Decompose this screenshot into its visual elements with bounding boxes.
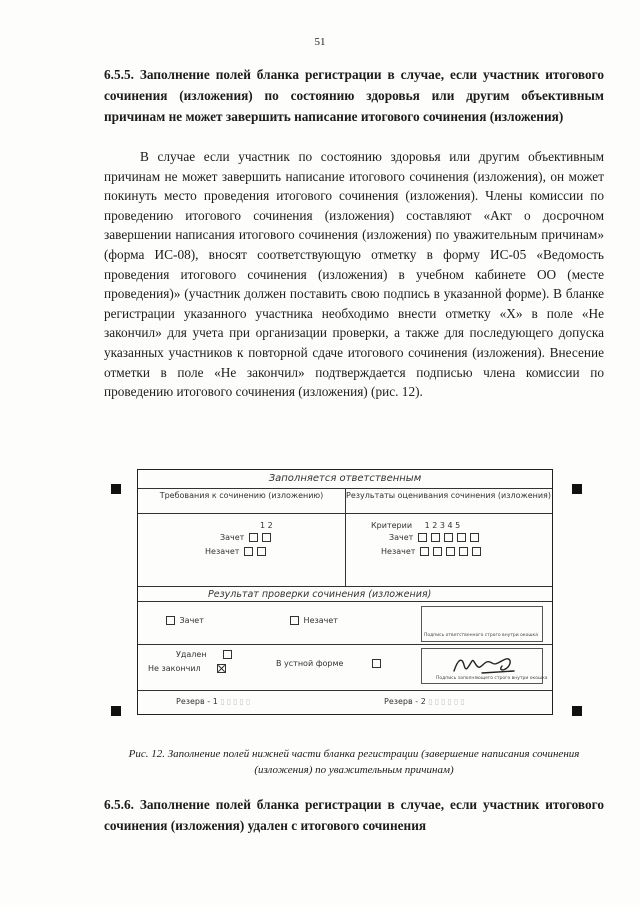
criteria-label: Критерии <box>371 521 413 530</box>
requirements-column <box>138 488 346 586</box>
registration-mark <box>572 484 582 494</box>
checkbox <box>459 547 468 556</box>
checkbox <box>257 547 266 556</box>
checkbox <box>166 616 175 625</box>
results-column <box>345 488 552 586</box>
reserve-faint-cells: ▯▯▯▯▯ <box>220 697 253 706</box>
checkbox <box>457 533 466 542</box>
udalen-label: Удален <box>176 650 207 659</box>
registration-form-figure <box>137 469 553 715</box>
requirements-zachet-row <box>220 533 273 542</box>
reserve-1-row <box>176 697 252 706</box>
reserve-faint-cells: ▯▯▯▯▯▯ <box>428 697 467 706</box>
checkbox <box>420 547 429 556</box>
signature-box-2 <box>421 648 548 684</box>
nezachet-label: Незачет <box>205 547 240 556</box>
requirements-numbers: 1 2 <box>260 521 273 530</box>
checked-x-checkbox <box>217 664 226 673</box>
checkbox <box>244 547 253 556</box>
zachet-label: Зачет <box>220 533 245 542</box>
checkbox <box>472 547 481 556</box>
figure-caption: Рис. 12. Заполнение полей нижней части бланка регистрации (завершение написания сочинения (изложения) по уважительным причинам) <box>128 748 580 776</box>
registration-mark <box>111 706 121 716</box>
body-paragraph: В случае если участник по состоянию здоровья или другим объективным причинам не может завершить написание итогового сочинения (изложения), он может покинуть место проведения итогового сочинения (изложения). Члены комиссии по проведению итогового сочинения (изложения) составляют «Акт о досрочном завершении написания итогового сочинения (изложения) по уважительным причинам» (форма ИС-08), вносят соответствующую отметку в форму ИС-05 «Ведомость проведения итогового сочинения (изложения) в учебном кабинете ОО (месте проведения)» (участник должен поставить свою подпись в указанной форме). В бланке регистрации указанного участника необходимо внести отметку «X» в поле «Не закончил» для учета при организации проверки, а также для последующего допуска указанных участников к повторной сдаче итогового сочинения (изложения). Внесение отметки в поле «Не закончил» подтверждается подписью члена комиссии по проведению итогового сочинения (изложения) (рис. 12). <box>104 149 604 400</box>
signature-box-1 <box>421 606 543 642</box>
requirements-header: Требования к сочинению (изложению) <box>138 488 345 514</box>
checkbox <box>444 533 453 542</box>
requirements-nezachet-row <box>205 547 268 556</box>
signature-caption: Подпись ответственного строго внутри окошка <box>424 633 538 638</box>
signature-caption: Подпись заполняющего строго внутри окошка <box>436 676 548 681</box>
ne-zakonchil-label: Не закончил <box>148 664 201 673</box>
results-header: Результаты оценивания сочинения (изложения) <box>345 488 552 514</box>
checkbox <box>433 547 442 556</box>
checkbox <box>470 533 479 542</box>
registration-mark <box>572 706 582 716</box>
checkbox <box>418 533 427 542</box>
checkbox <box>223 650 232 659</box>
oral-form-row <box>276 659 383 668</box>
checkbox <box>446 547 455 556</box>
result-section-title: Результат проверки сочинения (изложения) <box>138 586 552 602</box>
reserve-1-label: Резерв - 1 <box>176 697 218 706</box>
zachet-label: Зачет <box>179 616 204 625</box>
oral-form-label: В устной форме <box>276 659 344 668</box>
checkbox <box>262 533 271 542</box>
results-zachet-row <box>389 533 481 542</box>
ne-zakonchil-row <box>148 664 226 673</box>
nezachet-label: Незачет <box>381 547 416 556</box>
checkbox <box>431 533 440 542</box>
form-title: Заполняется ответственным <box>138 470 552 489</box>
udalen-row <box>176 650 234 659</box>
page-number: 51 <box>314 36 326 48</box>
section-heading-656: 6.5.6. Заполнение полей бланка регистрации в случае, если участник итогового сочинения (изложения) удален с итогового сочинения <box>104 797 604 833</box>
section-heading-655: 6.5.5. Заполнение полей бланка регистрации в случае, если участник итогового сочинения (изложения) по состоянию здоровья или другим объективным причинам не может завершить написание итогового сочинения (изложения) <box>104 67 604 124</box>
result-nezachet-option <box>288 616 338 625</box>
reserve-2-row <box>384 697 467 706</box>
checkbox <box>372 659 381 668</box>
nezachet-label: Незачет <box>303 616 338 625</box>
results-nezachet-row <box>381 547 483 556</box>
divider <box>138 644 552 645</box>
criteria-numbers: 1 2 3 4 5 <box>424 521 461 530</box>
checkbox <box>290 616 299 625</box>
result-zachet-option <box>164 616 204 625</box>
reserve-2-label: Резерв - 2 <box>384 697 426 706</box>
registration-mark <box>111 484 121 494</box>
criteria-row <box>371 521 460 530</box>
checkbox <box>249 533 258 542</box>
zachet-label: Зачет <box>389 533 414 542</box>
divider <box>138 690 552 691</box>
